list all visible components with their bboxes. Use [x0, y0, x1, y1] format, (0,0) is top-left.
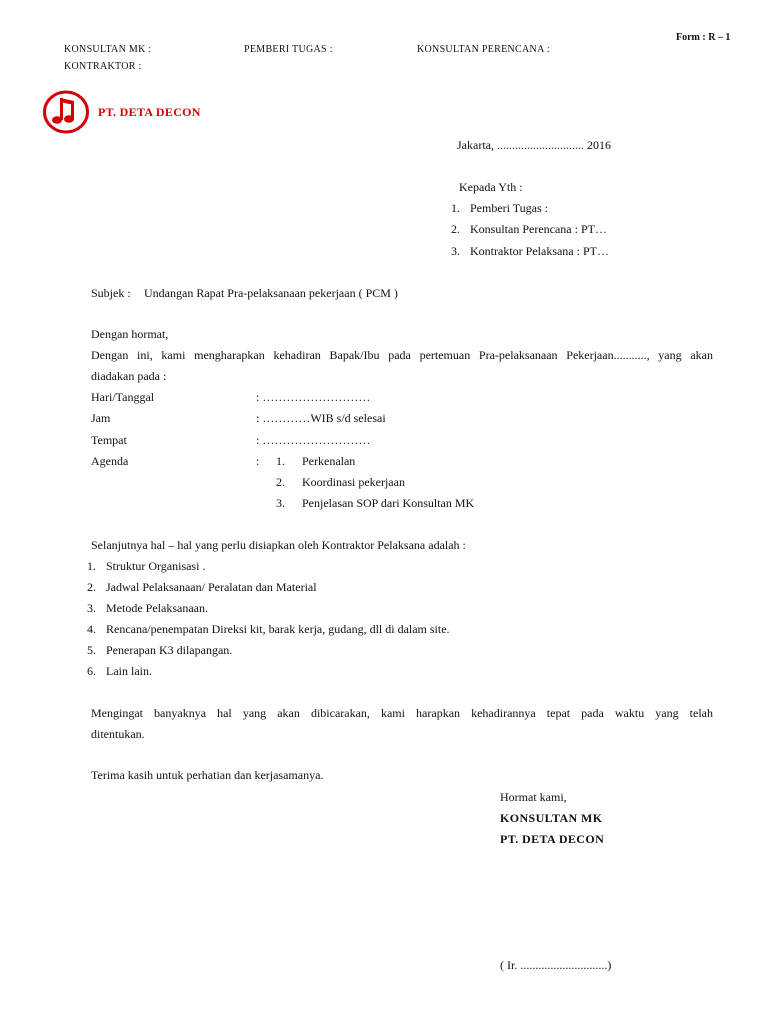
agenda-item: 1. Perkenalan	[276, 454, 356, 468]
schedule-tempat-value: : ………………………	[256, 433, 371, 447]
schedule-jam-value: : …………WIB s/d selesai	[256, 411, 386, 425]
schedule-hari-label: Hari/Tanggal	[91, 390, 155, 404]
header-kontraktor: KONTRAKTOR :	[64, 61, 142, 72]
intro-line-1: Dengan ini, kami mengharapkan kehadiran Bapak/Ibu pada pertemuan Pra-pelaksanaan Pekerjaan..........., yang akan	[91, 348, 713, 362]
recipients-intro: Kepada Yth :	[459, 180, 523, 194]
signature-role: KONSULTAN MK	[500, 811, 603, 825]
preparation-item: 6. Lain lain.	[87, 664, 152, 678]
signature-company: PT. DETA DECON	[500, 832, 605, 846]
schedule-jam-label: Jam	[91, 411, 111, 425]
schedule-tempat-label: Tempat	[91, 433, 127, 447]
subject-label: Subjek :	[91, 286, 131, 300]
schedule-hari-value: : ………………………	[256, 390, 371, 404]
schedule-agenda-label: Agenda	[91, 454, 129, 468]
recipient-item: 2. Konsultan Perencana : PT…	[451, 222, 607, 236]
closing-line-2: ditentukan.	[91, 727, 145, 741]
preparation-item: 5. Penerapan K3 dilapangan.	[87, 643, 233, 657]
form-code: Form : R – 1	[676, 32, 731, 43]
place-date: Jakarta, ............................. 2016	[457, 138, 611, 152]
preparation-item: 2. Jadwal Pelaksanaan/ Peralatan dan Material	[87, 580, 317, 594]
preparation-intro: Selanjutnya hal – hal yang perlu disiapkan oleh Kontraktor Pelaksana adalah :	[91, 538, 466, 552]
company-name: PT. DETA DECON	[98, 105, 201, 119]
signature-name: ( Ir. .............................)	[500, 958, 612, 972]
header-konsultan-mk: KONSULTAN MK :	[64, 44, 152, 55]
header-konsultan-perencana: KONSULTAN PERENCANA :	[417, 44, 550, 55]
music-note-logo-icon	[42, 90, 90, 134]
thanks-text: Terima kasih untuk perhatian dan kerjasamanya.	[91, 768, 324, 782]
recipient-item: 3. Kontraktor Pelaksana : PT…	[451, 244, 609, 258]
preparation-item: 4. Rencana/penempatan Direksi kit, barak kerja, gudang, dll di dalam site.	[87, 622, 450, 636]
intro-line-2: diadakan pada :	[91, 369, 167, 383]
greeting: Dengan hormat,	[91, 327, 169, 341]
closing-line-1: Mengingat banyaknya hal yang akan dibicarakan, kami harapkan kehadirannya tepat pada waktu yang telah	[91, 706, 713, 720]
preparation-item: 3. Metode Pelaksanaan.	[87, 601, 208, 615]
schedule-agenda-colon: :	[256, 454, 260, 468]
signature-regards: Hormat kami,	[500, 790, 567, 804]
preparation-item: 1. Struktur Organisasi .	[87, 559, 206, 573]
recipient-item: 1. Pemberi Tugas :	[451, 201, 549, 215]
agenda-item: 3. Penjelasan SOP dari Konsultan MK	[276, 496, 475, 510]
subject-text: Undangan Rapat Pra-pelaksanaan pekerjaan ( PCM )	[144, 286, 398, 300]
header-pemberi-tugas: PEMBERI TUGAS :	[244, 44, 333, 55]
agenda-item: 2. Koordinasi pekerjaan	[276, 475, 405, 489]
